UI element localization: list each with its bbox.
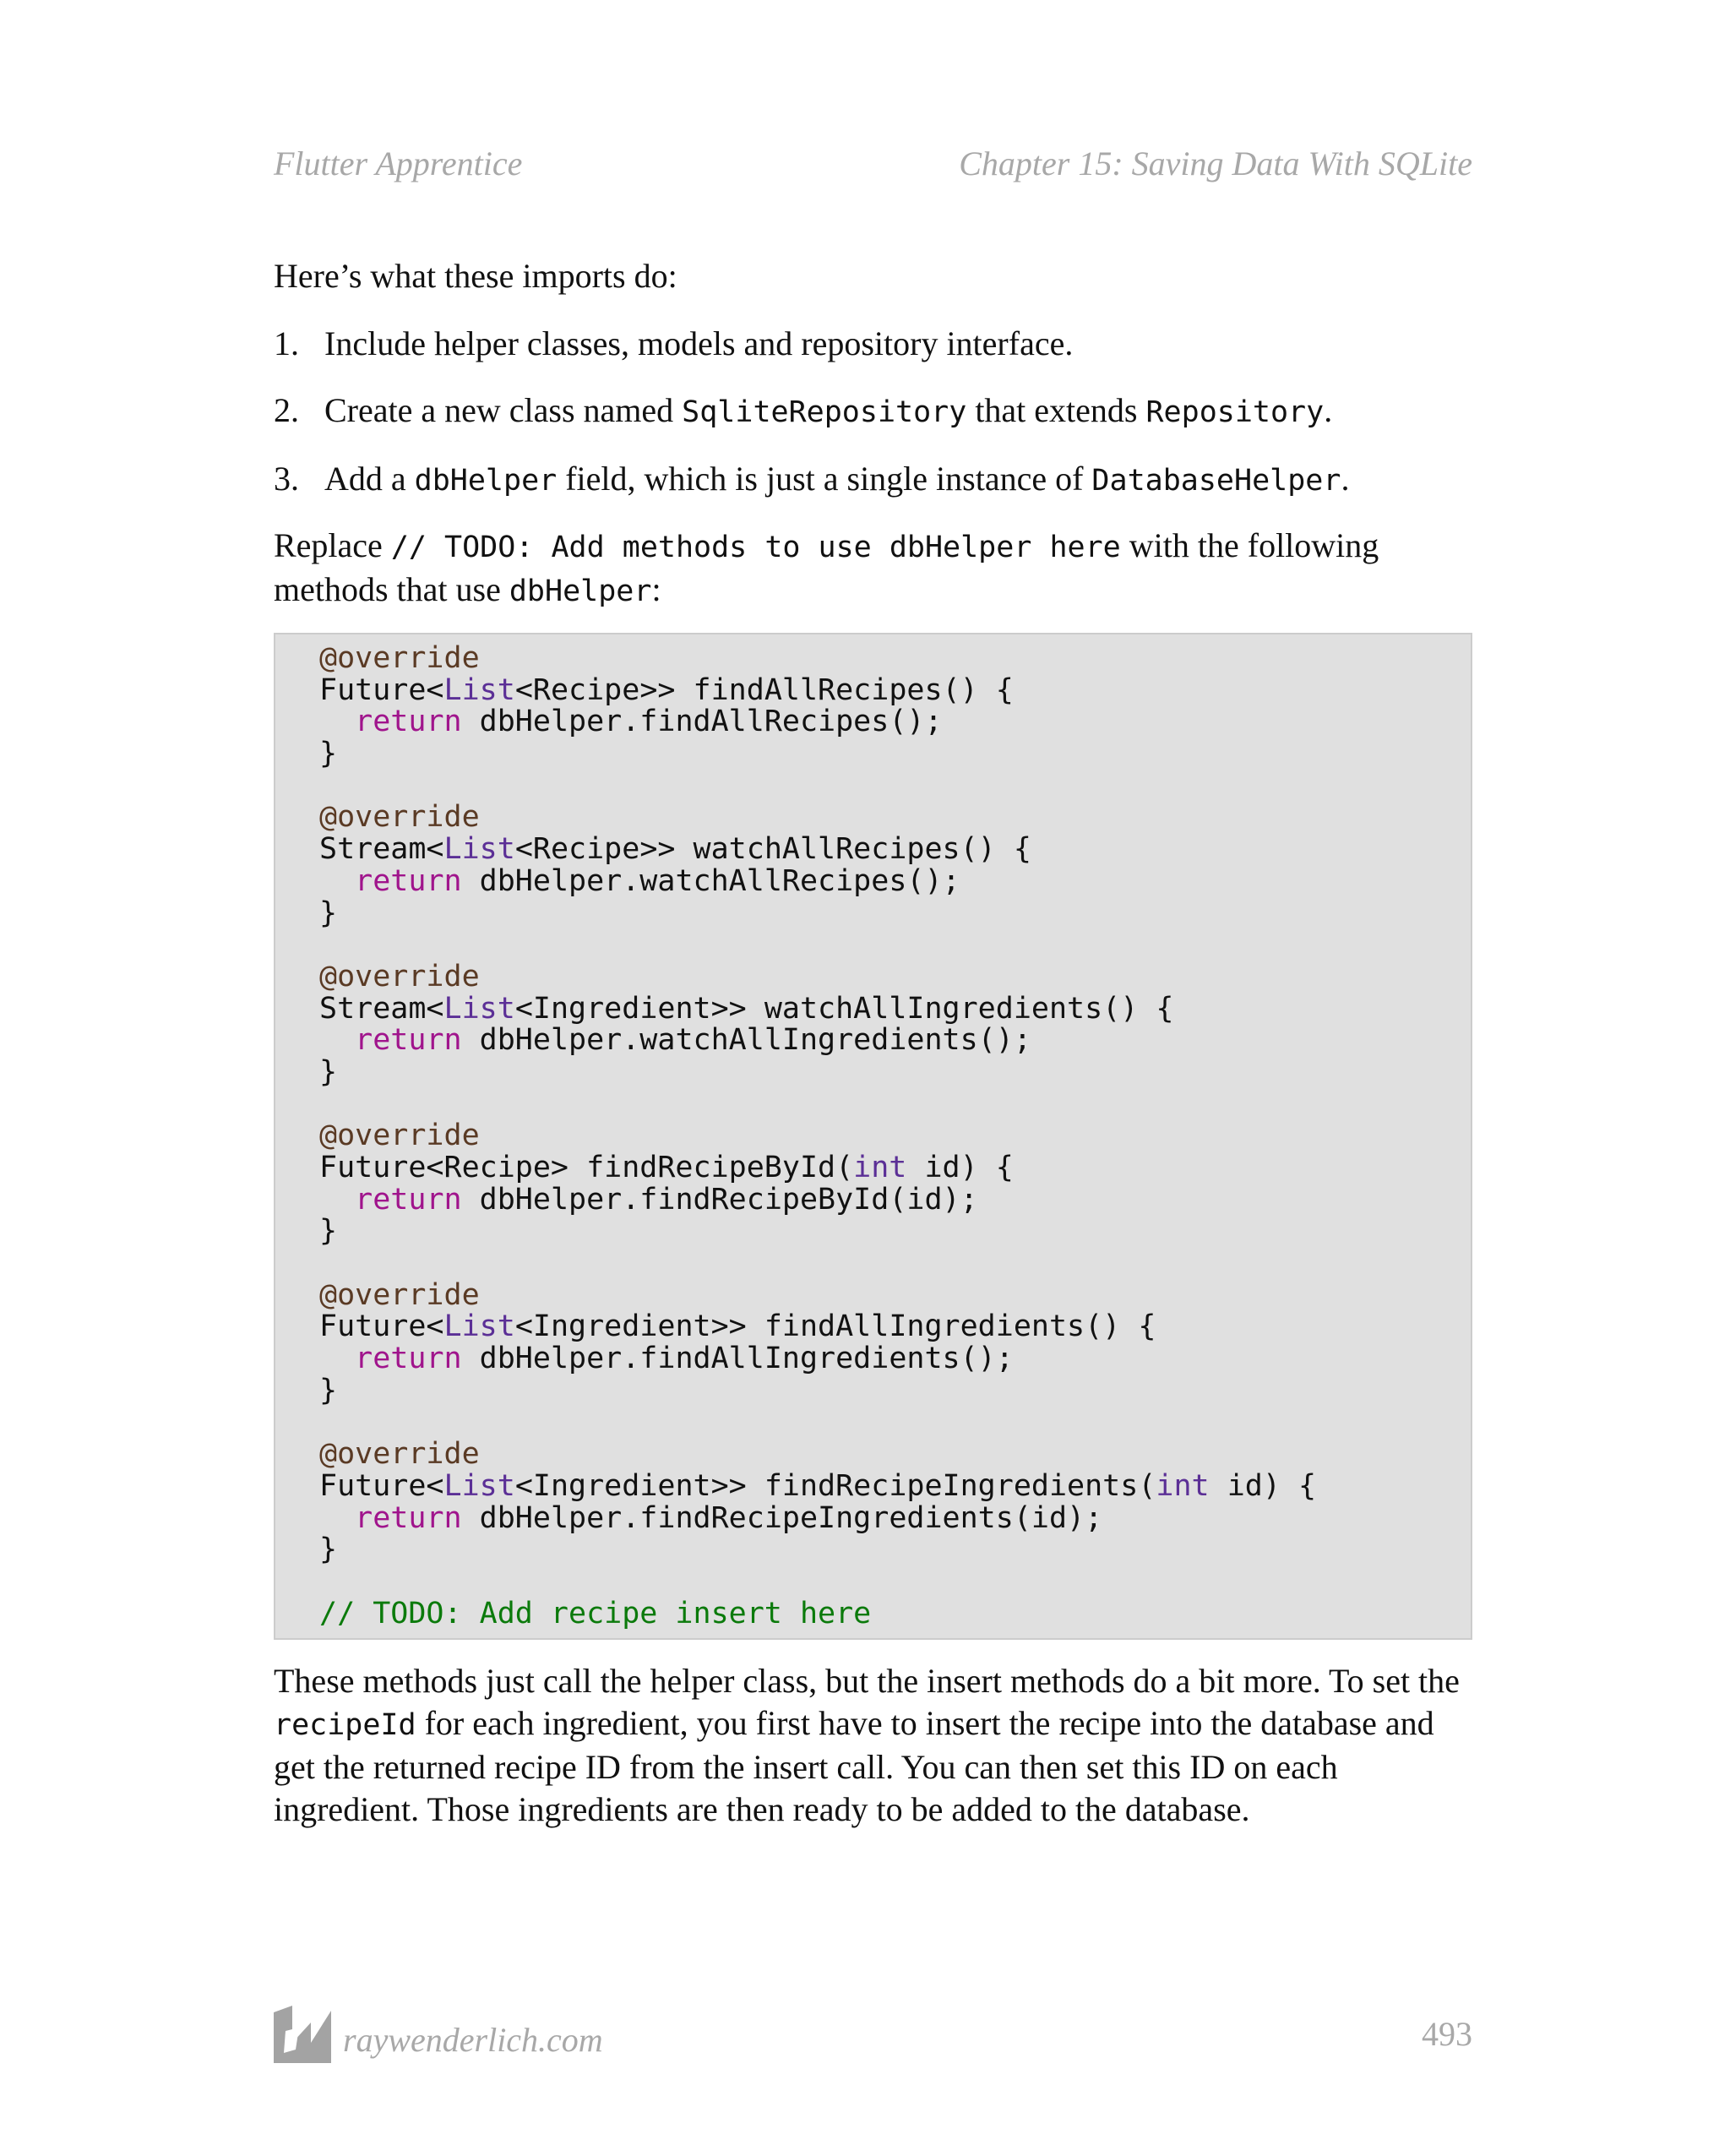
code-line [319,1343,1471,1375]
step-text-part: that extends [966,391,1146,429]
step-item [274,389,1472,433]
code-token: return [355,1182,462,1217]
code-line [319,1598,1471,1631]
inline-code: SqliteRepository [682,395,967,429]
recipeid-code: recipeId [274,1708,416,1743]
code-line [319,1534,1471,1566]
code-token [319,864,355,898]
inline-code: dbHelper [414,464,558,498]
step-text-part: . [1341,460,1350,498]
code-token: dbHelper.findAllIngredients(); [461,1342,1014,1376]
code-block [274,633,1472,1640]
after-text-end: for each ingredient, you first have to insert the recipe into the database and get the returned recipe ID from the insert call. You can then set this ID on each ingredient. Those ingredients are then ready to be added to the database. [274,1704,1434,1829]
code-line [319,738,1471,770]
code-token: } [319,1533,338,1567]
code-token: List [443,832,515,867]
code-line [319,1277,1471,1312]
code-token: int [1156,1468,1210,1503]
code-line [319,1184,1471,1217]
code-token: @override [319,1277,480,1312]
code-token: } [319,1214,338,1249]
code-line [319,834,1471,866]
code-line [319,706,1471,738]
code-line [319,1468,1471,1503]
page-content [274,255,1472,1831]
code-line [319,1025,1471,1057]
code-token: Stream< [319,832,444,867]
code-token: List [443,672,515,707]
chapter-title: Chapter 15: Saving Data With SQLite [959,144,1472,182]
code-line [319,1054,1471,1089]
code-token: <Recipe>> findAllRecipes() { [514,672,1014,707]
step-text [324,458,1349,502]
step-text-part: Create a new class named [324,391,683,429]
code-token: Future<Recipe> findRecipeById( [319,1151,854,1184]
page-number: 493 [1422,2015,1472,2053]
code-token: Future< [319,672,444,707]
code-line [319,1407,1471,1440]
code-line [319,1311,1471,1343]
code-line [319,1248,1471,1280]
site-name: raywenderlich.com [343,2021,603,2059]
intro-paragraph: Here’s what these imports do: [274,257,677,295]
after-text-start: These methods just call the helper class, but the insert methods do a bit more. To set the [274,1662,1460,1701]
code-token: } [319,1054,338,1089]
code-token: return [355,705,462,739]
step-number: 1. [274,324,299,362]
code-token: Stream< [319,991,444,1026]
step-text-part: field, which is just a single instance of [557,460,1092,498]
code-token: return [355,1500,462,1535]
code-token: Future< [319,1468,444,1503]
code-token: dbHelper.findRecipeIngredients(id); [461,1500,1103,1535]
code-token: return [355,1342,462,1376]
code-line [319,991,1471,1026]
inline-code: DatabaseHelper [1091,464,1341,498]
code-token: @override [319,1119,480,1153]
code-token: dbHelper.watchAllIngredients(); [461,1023,1031,1058]
raywenderlich-logo-icon [274,2006,331,2063]
todo-code: // TODO: Add methods to use dbHelper here [390,531,1121,564]
footer-brand [274,2006,603,2063]
code-token: dbHelper.findAllRecipes(); [461,705,943,739]
code-line [319,643,1471,675]
dbhelper-code: dbHelper [509,574,652,608]
code-token: <Ingredient>> findRecipeIngredients( [514,1468,1156,1503]
code-token [319,1023,355,1057]
code-token: // TODO: Add recipe insert here [319,1596,872,1631]
code-token [319,705,355,738]
book-title: Flutter Apprentice [274,144,523,182]
code-token: @override [319,641,480,675]
step-number: 2. [274,391,299,429]
step-text [324,323,1073,365]
code-line [319,961,1471,994]
step-number: 3. [274,460,299,498]
code-line [319,1500,1471,1535]
code-token: id) { [906,1151,1014,1184]
code-token: <Ingredient>> findAllIngredients() { [514,1309,1156,1344]
code-line [319,1439,1471,1471]
code-line [319,672,1471,707]
code-line [319,1216,1471,1248]
code-token: @override [319,959,480,994]
replace-suffix: : [651,570,661,608]
code-token: return [355,1023,462,1058]
code-line [319,1375,1471,1407]
replace-prefix: Replace [274,526,391,564]
page-footer [274,2002,1472,2066]
page-header [274,142,1472,184]
code-token [319,1501,355,1535]
code-line [319,1120,1471,1152]
steps-list [274,323,1472,502]
code-token: dbHelper.watchAllRecipes(); [461,863,960,898]
code-token: @override [319,800,480,835]
code-line [319,770,1471,803]
code-token: List [443,1468,515,1503]
code-line [319,929,1471,961]
code-line [319,1566,1471,1598]
code-token: return [355,863,462,898]
step-item [274,323,1472,365]
code-line [319,1089,1471,1121]
code-token: <Recipe>> watchAllRecipes() { [514,832,1031,867]
code-token [319,1342,355,1375]
inline-code: Repository [1145,395,1325,429]
code-token: } [319,1373,338,1407]
code-token: } [319,737,338,771]
after-paragraph [274,1660,1472,1831]
step-text-part: . [1324,391,1333,429]
code-token: } [319,896,338,930]
code-line [319,802,1471,834]
code-line [319,1152,1471,1184]
code-token: Future< [319,1309,444,1344]
code-token: List [443,991,515,1026]
code-token: id) { [1209,1468,1317,1503]
replace-paragraph [274,525,1472,612]
step-item [274,458,1472,502]
step-text [324,389,1332,433]
code-token [319,1183,355,1217]
step-text-part: Include helper classes, models and repository interface. [324,324,1074,362]
code-token: List [443,1309,515,1344]
replace-middle: with the following methods that use [274,526,1379,608]
code-line [319,898,1471,930]
code-token: int [853,1151,907,1184]
code-token: <Ingredient>> watchAllIngredients() { [514,991,1174,1026]
code-token: dbHelper.findRecipeById(id); [461,1182,978,1217]
code-token: @override [319,1437,480,1472]
code-line [319,863,1471,898]
step-text-part: Add a [324,460,415,498]
